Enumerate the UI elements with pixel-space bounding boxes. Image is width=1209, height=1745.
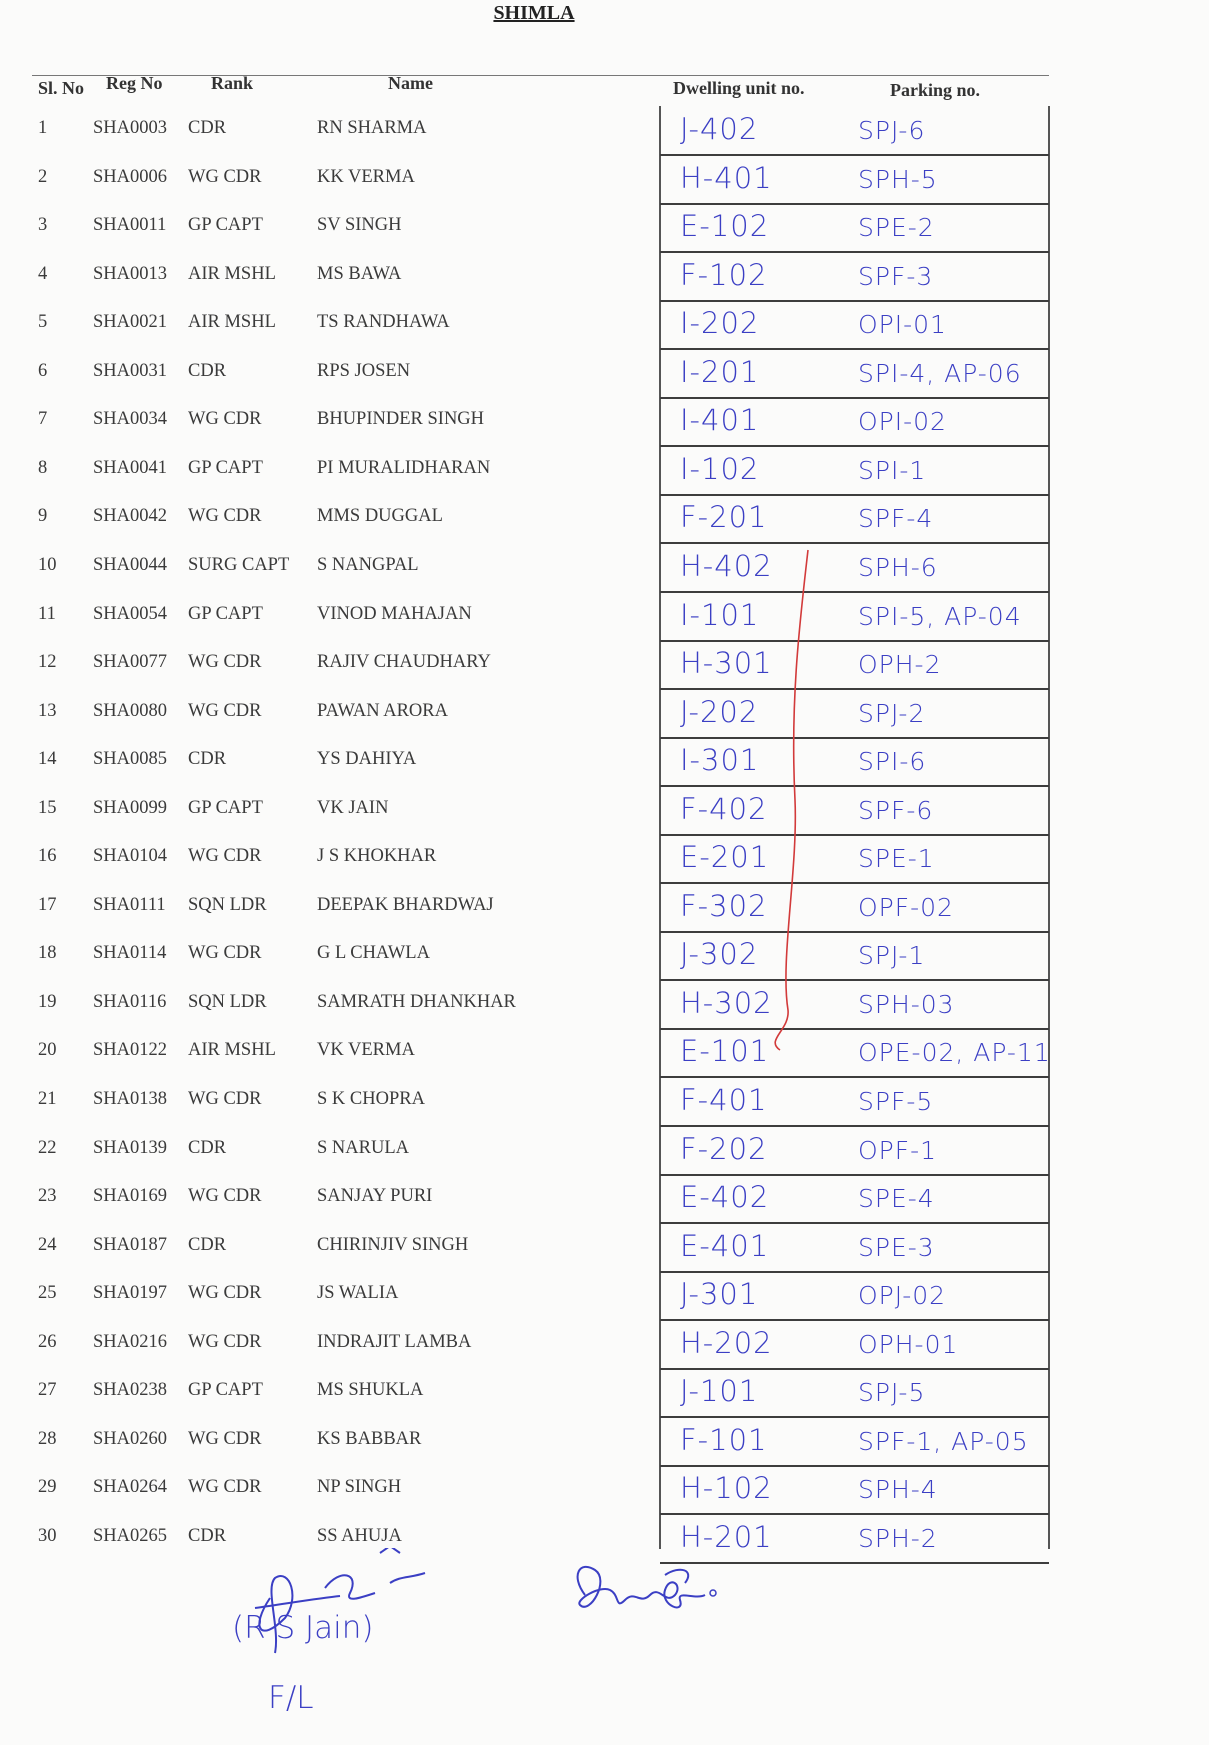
cell-sl-no: 11 [38,603,56,624]
cell-parking-no: SPH-4 [858,1475,938,1505]
cell-name: SANJAY PURI [317,1186,433,1207]
cell-parking-no: SPF-6 [858,795,934,825]
cell-rank: CDR [188,118,227,138]
cell-sl-no: 8 [38,457,48,478]
cell-parking-no: SPE-3 [858,1232,935,1262]
cell-parking-no: SPH-2 [858,1523,938,1553]
cell-name: VK VERMA [317,1040,415,1061]
cell-dwelling-unit: I-202 [680,306,760,341]
cell-name: RAJIV CHAUDHARY [317,652,491,673]
cell-sl-no: 17 [38,894,57,915]
cell-reg-no: SHA0187 [93,1234,168,1255]
cell-dwelling-unit: J-402 [680,112,759,146]
signature-role-text: F/L [268,1680,314,1716]
cell-sl-no: 20 [38,1040,57,1061]
cell-rank: CDR [188,1525,227,1546]
cell-name: RN SHARMA [317,118,427,138]
cell-parking-no: OPF-02 [858,892,954,922]
cell-reg-no: SHA0031 [93,360,168,381]
cell-reg-no: SHA0104 [93,846,168,867]
cell-sl-no: 23 [38,1186,57,1207]
cell-sl-no: 18 [38,943,57,964]
table-row [0,397,1209,446]
cell-dwelling-unit: F-401 [680,1083,768,1117]
cell-reg-no: SHA0034 [93,409,168,430]
table-row [0,689,1209,738]
cell-reg-no: SHA0138 [93,1089,168,1109]
cell-dwelling-unit: I-301 [680,743,760,778]
cell-rank: AIR MSHL [188,263,276,284]
table-row [0,1077,1209,1126]
cell-name: NP SINGH [317,1477,402,1498]
cell-rank: WG CDR [188,652,262,673]
cell-parking-no: OPI-02 [858,407,947,437]
cell-name: SAMRATH DHANKHAR [317,991,516,1012]
table-row [0,300,1209,349]
table-row [0,203,1209,252]
cell-name: YS DAHIYA [317,749,417,770]
cell-name: S NARULA [317,1137,409,1158]
cell-parking-no: SPF-5 [858,1087,934,1116]
cell-dwelling-unit: E-402 [680,1180,770,1215]
cell-sl-no: 14 [38,749,57,770]
cell-name: KS BABBAR [317,1428,422,1449]
cell-dwelling-unit: J-202 [680,694,759,729]
cell-sl-no: 6 [38,360,48,381]
cell-rank: WG CDR [188,846,262,867]
cell-sl-no: 12 [38,652,57,673]
table-row [0,252,1209,301]
cell-reg-no: SHA0139 [93,1137,168,1158]
cell-sl-no: 16 [38,846,57,867]
cell-dwelling-unit: J-302 [680,937,759,972]
cell-rank: AIR MSHL [188,1040,276,1061]
cell-name: SS AHUJA [317,1525,402,1546]
table-row [0,640,1209,689]
signature-name-text: (R S Jain) [232,1610,374,1646]
table-row [0,1028,1209,1077]
header-reg-no: Reg No [106,73,163,93]
header-rank: Rank [211,73,254,93]
cell-name: KK VERMA [317,166,415,187]
table-row [0,1465,1209,1514]
cell-reg-no: SHA0114 [93,943,167,964]
cell-name: INDRAJIT LAMBA [317,1331,472,1352]
cell-rank: GP CAPT [188,215,263,236]
cell-name: RPS JOSEN [317,360,411,381]
cell-parking-no: SPJ-5 [858,1378,926,1408]
table-row [0,834,1209,883]
table-row [0,931,1209,980]
cell-sl-no: 3 [38,215,48,236]
cell-name: JS WALIA [317,1283,399,1304]
cell-dwelling-unit: I-102 [680,451,760,486]
cell-sl-no: 24 [38,1234,57,1255]
cell-sl-no: 1 [38,118,48,138]
cell-parking-no: SPH-5 [858,164,938,194]
cell-reg-no: SHA0080 [93,700,168,721]
cell-parking-no: SPF-1, AP-05 [858,1426,1029,1456]
cell-sl-no: 13 [38,700,57,721]
table-row [0,106,1209,155]
page-title: SHIMLA [493,2,575,24]
cell-rank: WG CDR [188,1089,262,1109]
cell-name: VK JAIN [317,797,389,818]
table-row [0,446,1209,495]
cell-reg-no: SHA0044 [93,554,168,575]
cell-rank: CDR [188,749,227,770]
cell-sl-no: 28 [38,1428,57,1449]
cell-name: S K CHOPRA [317,1089,425,1109]
cell-name: SV SINGH [317,215,402,236]
table-row [0,494,1209,543]
cell-dwelling-unit: F-202 [680,1131,768,1166]
cell-rank: WG CDR [188,1283,262,1304]
cell-name: MS BAWA [317,263,402,284]
cell-dwelling-unit: I-401 [680,403,760,438]
cell-name: MMS DUGGAL [317,506,443,527]
cell-rank: WG CDR [188,943,262,964]
header-dwelling-unit: Dwelling unit no. [673,78,805,98]
cell-rank: WG CDR [188,700,262,721]
cell-reg-no: SHA0011 [93,215,167,236]
header-name: Name [388,73,433,93]
cell-reg-no: SHA0042 [93,506,168,527]
cell-parking-no: SPJ-1 [858,941,926,971]
cell-parking-no: SPH-6 [858,552,938,582]
cell-name: S NANGPAL [317,554,419,575]
cell-rank: WG CDR [188,166,262,187]
cell-name: MS SHUKLA [317,1380,424,1401]
cell-name: J S KHOKHAR [317,846,437,867]
cell-rank: WG CDR [188,409,262,430]
table-row [0,1126,1209,1175]
cell-reg-no: SHA0197 [93,1283,168,1304]
cell-sl-no: 30 [38,1525,57,1546]
cell-rank: SQN LDR [188,894,267,915]
cell-reg-no: SHA0111 [93,894,166,915]
cell-parking-no: SPE-1 [858,844,935,874]
cell-reg-no: SHA0013 [93,263,168,284]
cell-parking-no: OPE-02, AP-11 [858,1038,1051,1068]
cell-dwelling-unit: E-201 [680,840,770,875]
cell-dwelling-unit: I-101 [680,597,760,632]
table-row [0,1223,1209,1272]
signature-initials [565,1555,745,1635]
cell-name: TS RANDHAWA [317,312,450,333]
table-row [0,1417,1209,1466]
cell-rank: AIR MSHL [188,312,276,333]
cell-parking-no: SPJ-6 [858,116,926,145]
cell-parking-no: SPF-4 [858,504,934,534]
cell-dwelling-unit: E-401 [680,1228,770,1263]
cell-reg-no: SHA0085 [93,749,168,770]
cell-reg-no: SHA0099 [93,797,168,818]
cell-parking-no: SPI-5, AP-04 [858,601,1022,631]
cell-sl-no: 21 [38,1089,57,1109]
cell-reg-no: SHA0077 [93,652,168,673]
cell-reg-no: SHA0265 [93,1525,168,1546]
cell-rank: WG CDR [188,1428,262,1449]
cell-sl-no: 9 [38,506,48,527]
cell-parking-no: SPE-4 [858,1184,935,1214]
table-row [0,737,1209,786]
cell-reg-no: SHA0122 [93,1040,168,1061]
cell-name: BHUPINDER SINGH [317,409,485,430]
cell-reg-no: SHA0021 [93,312,168,333]
cell-rank: SURG CAPT [188,554,290,575]
table-row [0,155,1209,204]
cell-sl-no: 4 [38,263,48,284]
cell-parking-no: SPI-6 [858,747,927,777]
cell-parking-no: SPH-03 [858,989,955,1019]
cell-dwelling-unit: H-401 [680,160,773,195]
cell-parking-no: SPF-3 [858,261,934,291]
cell-dwelling-unit: F-101 [680,1422,768,1457]
cell-dwelling-unit: H-201 [680,1519,773,1554]
cell-sl-no: 27 [38,1380,57,1401]
cell-parking-no: OPI-01 [858,310,947,340]
cell-dwelling-unit: H-102 [680,1471,773,1506]
cell-dwelling-unit: H-202 [680,1325,773,1360]
correction-mark [760,540,830,1060]
cell-dwelling-unit: H-301 [680,646,773,681]
cell-reg-no: SHA0238 [93,1380,168,1401]
cell-reg-no: SHA0041 [93,457,168,478]
cell-reg-no: SHA0006 [93,166,168,187]
cell-dwelling-unit: F-302 [680,888,768,923]
cell-reg-no: SHA0264 [93,1477,168,1498]
cell-parking-no: OPH-2 [858,650,942,680]
cell-dwelling-unit: F-402 [680,791,768,826]
cell-rank: GP CAPT [188,1380,263,1401]
cell-name: PAWAN ARORA [317,700,448,721]
cell-rank: WG CDR [188,1186,262,1207]
cell-name: VINOD MAHAJAN [317,603,472,624]
cell-sl-no: 26 [38,1331,57,1352]
table-row [0,1271,1209,1320]
cell-parking-no: OPH-01 [858,1329,959,1359]
cell-dwelling-unit: J-301 [680,1277,759,1312]
cell-name: DEEPAK BHARDWAJ [317,894,494,915]
cell-dwelling-unit: H-402 [680,548,773,583]
table-row [0,980,1209,1029]
header-parking: Parking no. [890,80,981,100]
cell-parking-no: SPJ-2 [858,698,926,728]
cell-name: PI MURALIDHARAN [317,457,491,478]
cell-rank: GP CAPT [188,457,263,478]
table-row [0,1174,1209,1223]
cell-reg-no: SHA0116 [93,991,167,1012]
cell-rank: CDR [188,360,227,381]
cell-sl-no: 2 [38,166,48,187]
cell-dwelling-unit: F-102 [680,257,768,292]
cell-dwelling-unit: H-302 [680,985,773,1020]
header-sl-no: Sl. No [38,78,85,98]
cell-parking-no: OPF-1 [858,1135,938,1165]
cell-reg-no: SHA0169 [93,1186,168,1207]
cell-reg-no: SHA0216 [93,1331,168,1352]
cell-sl-no: 25 [38,1283,57,1304]
cell-reg-no: SHA0003 [93,118,168,138]
cell-parking-no: SPI-4, AP-06 [858,358,1022,388]
cell-dwelling-unit: E-101 [680,1034,770,1069]
table-row [0,349,1209,398]
cell-sl-no: 5 [38,312,48,333]
cell-name: G L CHAWLA [317,943,430,964]
cell-rank: CDR [188,1234,227,1255]
cell-rank: WG CDR [188,1331,262,1352]
cell-rank: GP CAPT [188,603,263,624]
cell-rank: WG CDR [188,506,262,527]
cell-rank: WG CDR [188,1477,262,1498]
cell-parking-no: SPE-2 [858,213,935,243]
cell-sl-no: 29 [38,1477,57,1498]
table-row [0,592,1209,641]
cell-dwelling-unit: F-201 [680,500,768,535]
cell-sl-no: 7 [38,409,48,430]
table-row [0,883,1209,932]
cell-parking-no: OPJ-02 [858,1281,947,1311]
table-row [0,1368,1209,1417]
table-row [0,543,1209,592]
cell-rank: CDR [188,1137,227,1158]
cell-reg-no: SHA0054 [93,603,168,624]
cell-sl-no: 15 [38,797,57,818]
cell-name: CHIRINJIV SINGH [317,1234,469,1255]
table-row [0,786,1209,835]
cell-sl-no: 19 [38,991,57,1012]
cell-reg-no: SHA0260 [93,1428,168,1449]
cell-dwelling-unit: J-101 [680,1374,759,1409]
cell-rank: SQN LDR [188,991,267,1012]
cell-dwelling-unit: I-201 [680,354,760,389]
cell-parking-no: SPI-1 [858,455,927,485]
cell-rank: GP CAPT [188,797,263,818]
cell-sl-no: 22 [38,1137,57,1158]
cell-dwelling-unit: E-102 [680,209,770,244]
table-row [0,1320,1209,1369]
header-rule [32,75,1049,76]
cell-sl-no: 10 [38,554,57,575]
